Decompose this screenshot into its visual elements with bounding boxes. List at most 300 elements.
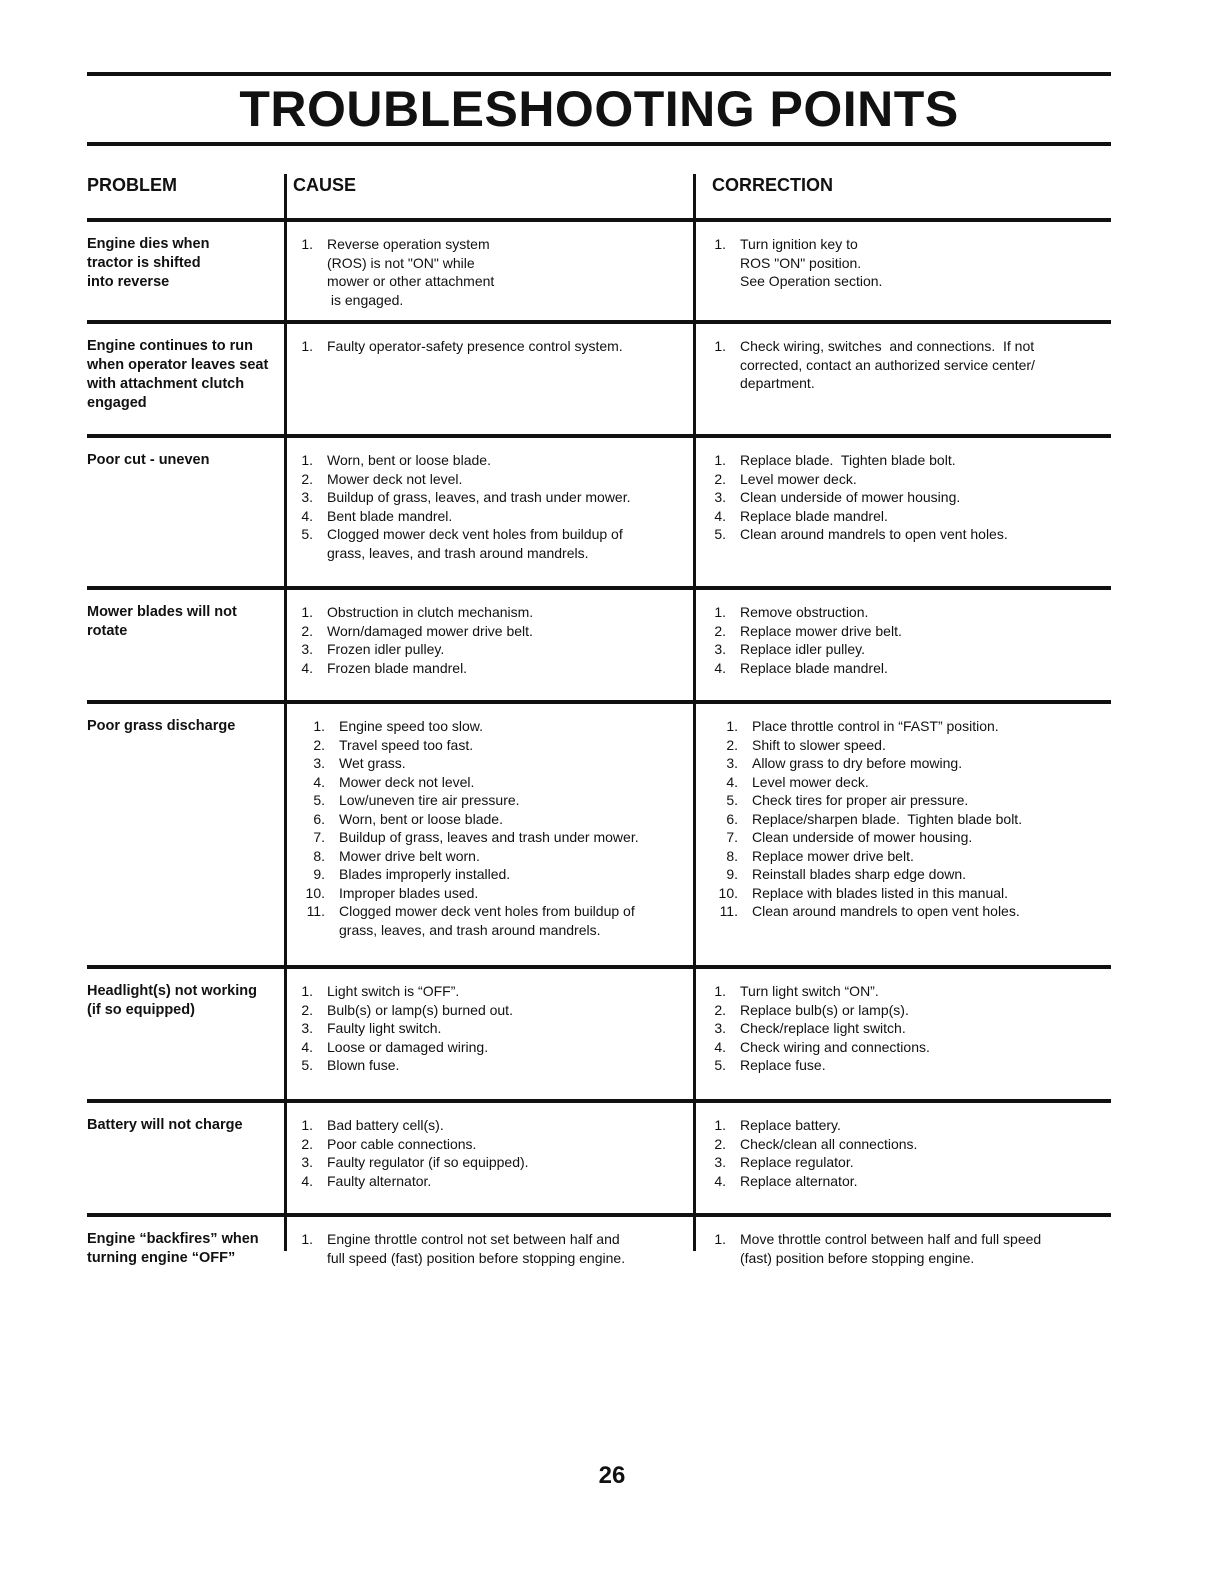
item-text: Replace battery. [740,1117,841,1133]
correction-cell-list [710,1116,1111,1190]
table-body [87,218,1111,1287]
item-number [297,272,327,291]
item-text: Bulb(s) or lamp(s) burned out. [327,1001,513,1018]
item-text: Frozen idler pulley. [327,641,445,657]
item-text: Level mower deck. [752,773,869,790]
item-text: Improper blades used. [339,884,479,901]
list-item [297,337,696,356]
cause-cell-list [297,603,696,677]
table-row [87,438,1111,586]
list-item [297,451,696,470]
correction-cell-list [710,717,1111,921]
problem-line: (if so equipped) [87,1002,195,1018]
item-number [710,1249,740,1268]
list-item [297,884,696,903]
column-divider-problem-cause [284,174,287,1251]
item-text: Replace idler pulley. [740,641,866,657]
list-item [297,488,696,507]
item-text: Turn light switch “ON”. [740,983,879,999]
item-number: 2. [313,736,325,753]
item-number: 8. [313,847,325,864]
item-number: 11. [719,903,738,919]
item-number: 2. [301,1135,313,1152]
list-item [297,982,696,1001]
cause-cell [287,1116,696,1213]
list-item [297,1019,696,1038]
item-number: 1. [714,1117,726,1133]
list-item [297,659,696,678]
correction-cell [696,1116,1111,1213]
item-number: 3. [714,641,726,657]
correction-cell-list [710,451,1111,544]
item-text: Replace regulator. [740,1154,854,1170]
list-item [297,1038,696,1057]
item-text: Worn, bent or loose blade. [327,452,491,468]
list-item [710,1038,1111,1057]
item-number: 1. [301,1231,313,1247]
table-row [87,1217,1111,1287]
item-text: Travel speed too fast. [339,736,474,753]
item-number: 1. [301,452,313,468]
list-item [297,828,696,847]
problem-line: rotate [87,623,128,639]
item-text: Obstruction in clutch mechanism. [327,604,534,620]
item-text: Faulty light switch. [327,1020,442,1036]
item-text: See Operation section. [740,273,883,289]
list-item [297,1230,696,1249]
list-item [297,1116,696,1135]
list-item [297,717,696,736]
cause-cell [287,337,696,434]
list-item [710,717,1111,736]
cause-cell-list [297,1116,696,1190]
item-number [710,272,740,291]
item-number: 4. [301,507,313,524]
item-text: Poor cable connections. [327,1135,477,1152]
problem-cell [87,337,287,434]
list-item [710,1001,1111,1020]
list-item [710,470,1111,489]
item-number: 2. [714,1001,726,1018]
item-number: 3. [714,1020,726,1036]
cause-cell [287,1230,696,1287]
item-text: ROS "ON" position. [740,254,862,271]
list-item [297,470,696,489]
cause-cell [287,603,696,700]
item-text: Engine speed too slow. [339,718,483,734]
list-item [710,1249,1111,1268]
problem-line: Battery will not charge [87,1117,243,1133]
list-item [710,902,1111,921]
item-text: Clogged mower deck vent holes from buildup of [339,903,635,919]
item-text: Faulty alternator. [327,1172,432,1189]
list-item [297,810,696,829]
correction-cell [696,717,1111,965]
list-item [297,1135,696,1154]
item-number: 3. [714,1154,726,1170]
item-text: Faulty regulator (if so equipped). [327,1154,529,1170]
item-text: (ROS) is not "ON" while [327,254,475,271]
list-item [710,356,1111,375]
correction-cell [696,603,1111,700]
item-number: 3. [301,641,313,657]
list-item [297,865,696,884]
item-number: 4. [714,1172,726,1189]
item-text: Clean around mandrels to open vent holes. [752,903,1020,919]
list-item [297,525,696,544]
page-title: TROUBLESHOOTING POINTS [239,81,959,137]
item-number: 9. [726,866,738,882]
list-item [297,847,696,866]
list-item [297,640,696,659]
list-item [297,507,696,526]
item-number: 4. [301,1172,313,1189]
problem-line: Poor grass discharge [87,718,236,734]
item-number: 2. [301,622,313,639]
list-item [297,791,696,810]
item-text: Light switch is “OFF”. [327,983,460,999]
item-number: 3. [301,489,313,505]
item-text: Low/uneven tire air pressure. [339,792,520,808]
item-text: Faulty operator-safety presence control system. [327,338,623,354]
item-number: 10. [305,884,325,901]
item-text: Replace fuse. [740,1057,826,1073]
item-number: 3. [313,755,325,771]
list-item [710,254,1111,273]
cause-cell-list [297,235,696,309]
list-item [710,1153,1111,1172]
item-text: Mower deck not level. [339,773,475,790]
item-text: grass, leaves, and trash around mandrels. [327,544,589,561]
list-item [710,736,1111,755]
list-item [297,235,696,254]
item-number: 4. [301,659,313,676]
item-number [297,254,327,273]
list-item [710,791,1111,810]
list-item [297,254,696,273]
cause-cell-list [297,337,696,356]
problem-line: Headlight(s) not working [87,983,257,999]
list-item [710,603,1111,622]
item-number: 6. [726,810,738,827]
item-number: 3. [301,1154,313,1170]
cause-cell-list [297,1230,696,1267]
cause-cell-list [297,982,696,1075]
item-text: Remove obstruction. [740,604,869,620]
list-item [297,272,696,291]
table-row [87,590,1111,700]
list-item [710,773,1111,792]
item-number: 9. [313,866,325,882]
item-number: 1. [301,236,313,252]
problem-line: with attachment clutch [87,376,245,392]
list-item [297,1249,696,1268]
problem-line: Engine dies when [87,236,210,252]
problem-cell [87,717,287,965]
item-number: 2. [301,470,313,487]
item-number: 1. [726,718,738,734]
item-number: 3. [726,755,738,771]
item-number: 4. [714,1038,726,1055]
item-text: Clean underside of mower housing. [752,829,973,845]
item-text: Wet grass. [339,755,406,771]
item-text: Bad battery cell(s). [327,1117,444,1133]
item-number: 5. [313,792,325,808]
list-item [710,235,1111,254]
list-item [710,1056,1111,1075]
item-text: Buildup of grass, leaves and trash under mower. [339,829,639,845]
item-text: Place throttle control in “FAST” position. [752,718,999,734]
item-number: 2. [714,470,726,487]
correction-cell [696,1230,1111,1287]
item-number: 1. [313,718,325,734]
list-item [710,865,1111,884]
item-number: 1. [301,604,313,620]
item-text: mower or other attachment [327,273,495,289]
cause-cell [287,717,696,965]
problem-line: Mower blades will not [87,604,237,620]
item-number [710,374,740,393]
problem-line: turning engine “OFF” [87,1250,236,1266]
correction-cell-list [710,982,1111,1075]
item-text: Clean around mandrels to open vent holes. [740,526,1008,542]
item-number: 1. [301,1117,313,1133]
list-item [710,1135,1111,1154]
list-item [297,1001,696,1020]
table-header [87,174,1111,218]
table-row [87,222,1111,320]
troubleshooting-page [87,72,1111,1287]
item-number: 4. [726,773,738,790]
list-item [710,1172,1111,1191]
problem-cell [87,1116,287,1213]
item-text: Allow grass to dry before mowing. [752,755,963,771]
item-number: 5. [714,1057,726,1073]
list-item [297,1153,696,1172]
item-text: Loose or damaged wiring. [327,1038,489,1055]
item-text: Worn, bent or loose blade. [339,810,503,827]
list-item [297,754,696,773]
item-number [297,1249,327,1268]
item-text: (fast) position before stopping engine. [740,1249,975,1266]
item-text: Check/replace light switch. [740,1020,906,1036]
problem-cell [87,1230,287,1287]
item-text: Mower drive belt worn. [339,847,480,864]
item-text: Replace mower drive belt. [752,847,914,864]
problem-cell [87,235,287,320]
item-number: 4. [714,507,726,524]
correction-cell [696,451,1111,586]
list-item [297,1056,696,1075]
list-item [710,525,1111,544]
item-number: 1. [714,1231,726,1247]
item-number: 1. [714,983,726,999]
problem-cell [87,603,287,700]
item-number: 4. [714,659,726,676]
correction-cell-list [710,603,1111,677]
item-number: 2. [726,736,738,753]
item-number: 3. [714,489,726,505]
list-item [710,640,1111,659]
problem-line: Engine “backfires” when [87,1231,259,1247]
list-item [297,603,696,622]
item-text: Reinstall blades sharp edge down. [752,866,967,882]
problem-line: Poor cut - uneven [87,452,210,468]
list-item [710,828,1111,847]
correction-cell [696,982,1111,1099]
list-item [297,544,696,563]
cause-cell [287,451,696,586]
item-text: Replace with blades listed in this manual. [752,884,1009,901]
item-text: Replace blade mandrel. [740,659,888,676]
item-text: Check/clean all connections. [740,1135,918,1152]
list-item [710,272,1111,291]
item-text: Shift to slower speed. [752,736,886,753]
list-item [710,884,1111,903]
item-text: corrected, contact an authorized service center/ [740,356,1035,373]
list-item [710,374,1111,393]
list-item [710,754,1111,773]
list-item [710,488,1111,507]
item-number: 6. [313,810,325,827]
item-number: 3. [301,1020,313,1036]
item-text: full speed (fast) position before stopping engine. [327,1249,626,1266]
item-text: Frozen blade mandrel. [327,659,468,676]
item-number: 7. [726,829,738,845]
page-number: 26 [598,1462,626,1489]
item-number [710,254,740,273]
list-item [297,291,696,310]
problem-line: into reverse [87,274,170,290]
list-item [710,847,1111,866]
list-item [710,810,1111,829]
list-item [297,921,696,940]
correction-cell [696,235,1111,320]
item-text: Bent blade mandrel. [327,507,453,524]
list-item [710,451,1111,470]
list-item [297,902,696,921]
list-item [297,773,696,792]
correction-cell-list [710,337,1111,393]
item-number: 2. [301,1001,313,1018]
item-number [297,544,327,563]
problem-line: Engine continues to run [87,338,253,354]
item-text: Replace blade mandrel. [740,507,888,524]
item-number: 4. [301,1038,313,1055]
correction-cell [696,337,1111,434]
item-number: 1. [714,604,726,620]
list-item [297,736,696,755]
problem-line: engaged [87,395,147,411]
correction-cell-list [710,1230,1111,1267]
list-item [297,622,696,641]
problem-line: tractor is shifted [87,255,201,271]
item-text: Replace/sharpen blade. Tighten blade bolt. [752,810,1023,827]
item-text: grass, leaves, and trash around mandrels. [339,921,601,938]
item-text: Blown fuse. [327,1057,400,1073]
list-item [710,1019,1111,1038]
item-number: 1. [714,338,726,354]
list-item [710,337,1111,356]
item-number: 11. [306,903,325,919]
item-text: Buildup of grass, leaves, and trash under mower. [327,489,631,505]
item-number: 10. [718,884,738,901]
header-correction: CORRECTION [712,175,833,195]
item-number: 8. [726,847,738,864]
item-number: 1. [301,338,313,354]
item-number: 1. [714,452,726,468]
item-number: 5. [301,1057,313,1073]
item-number: 2. [714,622,726,639]
item-text: Check tires for proper air pressure. [752,792,969,808]
item-text: Check wiring, switches and connections. If not [740,338,1035,354]
item-number: 2. [714,1135,726,1152]
list-item [710,507,1111,526]
header-cause: CAUSE [293,175,357,195]
item-text: Replace mower drive belt. [740,622,902,639]
list-item [297,1172,696,1191]
item-text: Replace blade. Tighten blade bolt. [740,452,956,468]
item-text: Worn/damaged mower drive belt. [327,622,533,639]
table-row [87,324,1111,434]
correction-cell-list [710,235,1111,291]
column-divider-cause-correction [693,174,696,1251]
item-text: Clogged mower deck vent holes from buildup of [327,526,623,542]
item-text: Reverse operation system [327,236,490,252]
table-row [87,704,1111,965]
title-bottom-rule [87,142,1111,146]
list-item [710,622,1111,641]
item-text: department. [740,375,815,391]
item-text: Clean underside of mower housing. [740,489,961,505]
cause-cell [287,982,696,1099]
item-number: 1. [714,236,726,252]
item-text: Check wiring and connections. [740,1038,930,1055]
item-text: Blades improperly installed. [339,866,511,882]
item-number: 5. [714,526,726,542]
list-item [710,659,1111,678]
item-text: Replace alternator. [740,1172,858,1189]
table-row [87,969,1111,1099]
item-text: Level mower deck. [740,470,857,487]
item-text: Engine throttle control not set between half and [327,1231,620,1247]
item-number [710,356,740,375]
table-row [87,1103,1111,1213]
item-number: 4. [313,773,325,790]
cause-cell [287,235,696,320]
header-problem: PROBLEM [87,175,177,195]
item-number: 7. [313,829,325,845]
item-number [297,921,339,940]
problem-cell [87,982,287,1099]
cause-cell-list [297,451,696,562]
troubleshooting-table [87,174,1111,1287]
item-text: is engaged. [327,291,404,308]
item-number: 1. [301,983,313,999]
item-number [297,291,327,310]
cause-cell-list [297,717,696,939]
item-text: Replace bulb(s) or lamp(s). [740,1001,909,1018]
list-item [710,982,1111,1001]
problem-cell [87,451,287,586]
list-item [710,1116,1111,1135]
list-item [710,1230,1111,1249]
item-text: Mower deck not level. [327,470,463,487]
item-number: 5. [301,526,313,542]
problem-line: when operator leaves seat [87,357,269,373]
item-text: Move throttle control between half and full speed [740,1231,1042,1247]
item-text: Turn ignition key to [740,236,858,252]
